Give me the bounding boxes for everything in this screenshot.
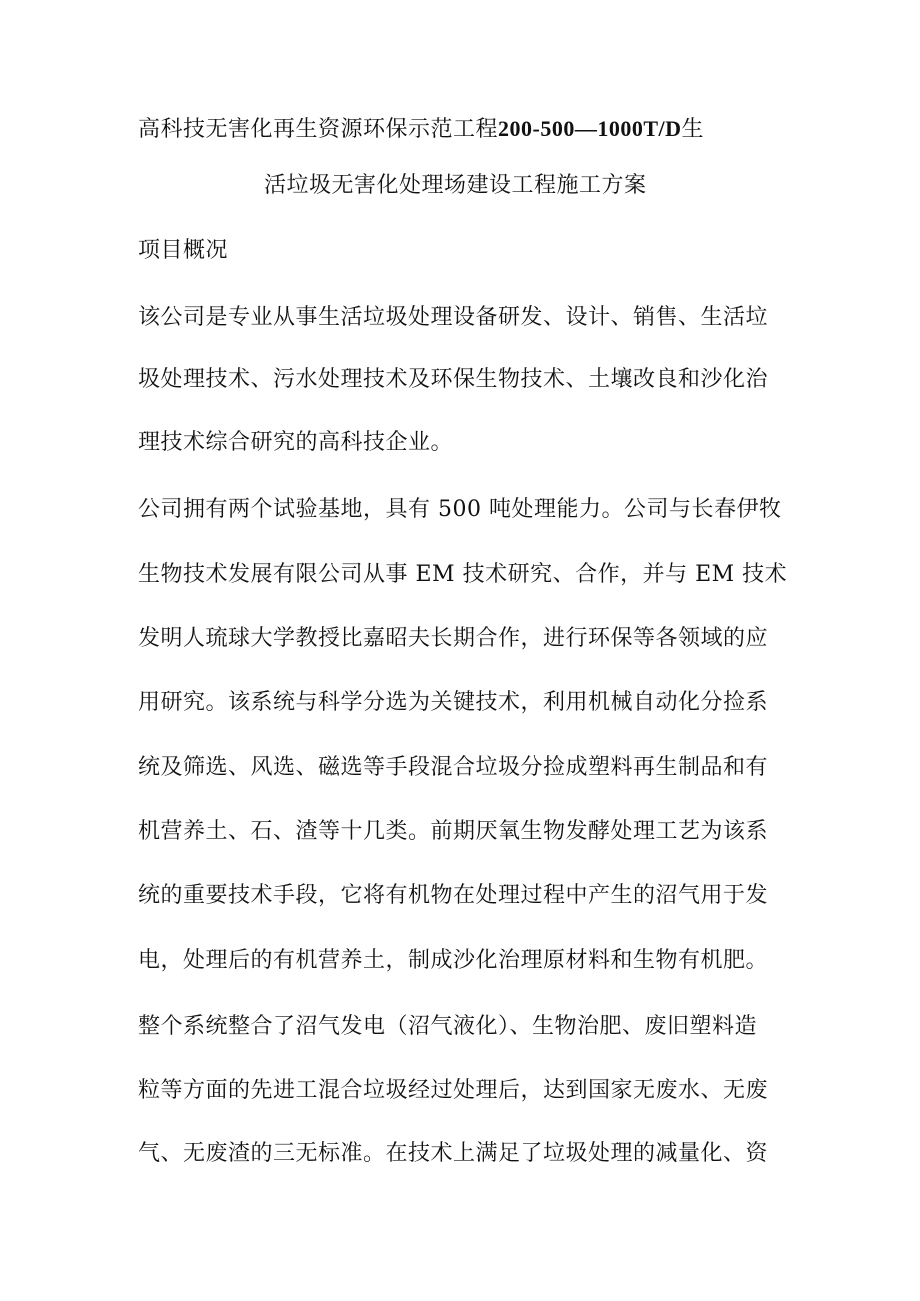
body-line: 粒等方面的先进工混合垃圾经过处理后，达到国家无废水、无废 xyxy=(138,1078,769,1103)
body-line: 用研究。该系统与科学分选为关键技术，利用机械自动化分捡系 xyxy=(138,690,769,715)
body-line: 生物技术发展有限公司从事 EM 技术研究、合作，并与 EM 技术 xyxy=(138,562,788,587)
title-text-c: 生 xyxy=(681,117,705,142)
section-heading: 项目概况 xyxy=(138,238,229,263)
body-line: 公司拥有两个试验基地，具有 500 吨处理能力。公司与长春伊牧 xyxy=(138,497,782,522)
title-text-a: 高科技无害化再生资源环保示范工程 xyxy=(138,117,499,142)
body-line: 统的重要技术手段，它将有机物在处理过程中产生的沼气用于发 xyxy=(138,883,769,908)
body-line: 该公司是专业从事生活垃圾处理设备研发、设计、销售、生活垃 xyxy=(138,305,769,330)
document-title-line-1 xyxy=(138,114,704,145)
body-line: 机营养土、石、渣等十几类。前期厌氧生物发酵处理工艺为该系 xyxy=(138,819,769,844)
body-line: 发明人琉球大学教授比嘉昭夫长期合作，进行环保等各领域的应 xyxy=(138,626,769,651)
title-capacity-text: 200-500—1000T/D xyxy=(498,116,682,141)
body-line: 气、无废渣的三无标准。在技术上满足了垃圾处理的减量化、资 xyxy=(138,1141,769,1166)
body-line: 统及筛选、风选、磁选等手段混合垃圾分捡成塑料再生制品和有 xyxy=(138,755,769,780)
body-line: 理技术综合研究的高科技企业。 xyxy=(138,430,454,455)
body-line: 电，处理后的有机营养土，制成沙化治理原材料和生物有机肥。 xyxy=(138,948,769,973)
body-line: 整个系统整合了沼气发电（沼气液化）、生物治肥、废旧塑料造 xyxy=(138,1014,758,1039)
document-title-line-2: 活垃圾无害化处理场建设工程施工方案 xyxy=(264,173,647,198)
body-line: 圾处理技术、污水处理技术及环保生物技术、土壤改良和沙化治 xyxy=(138,367,769,392)
